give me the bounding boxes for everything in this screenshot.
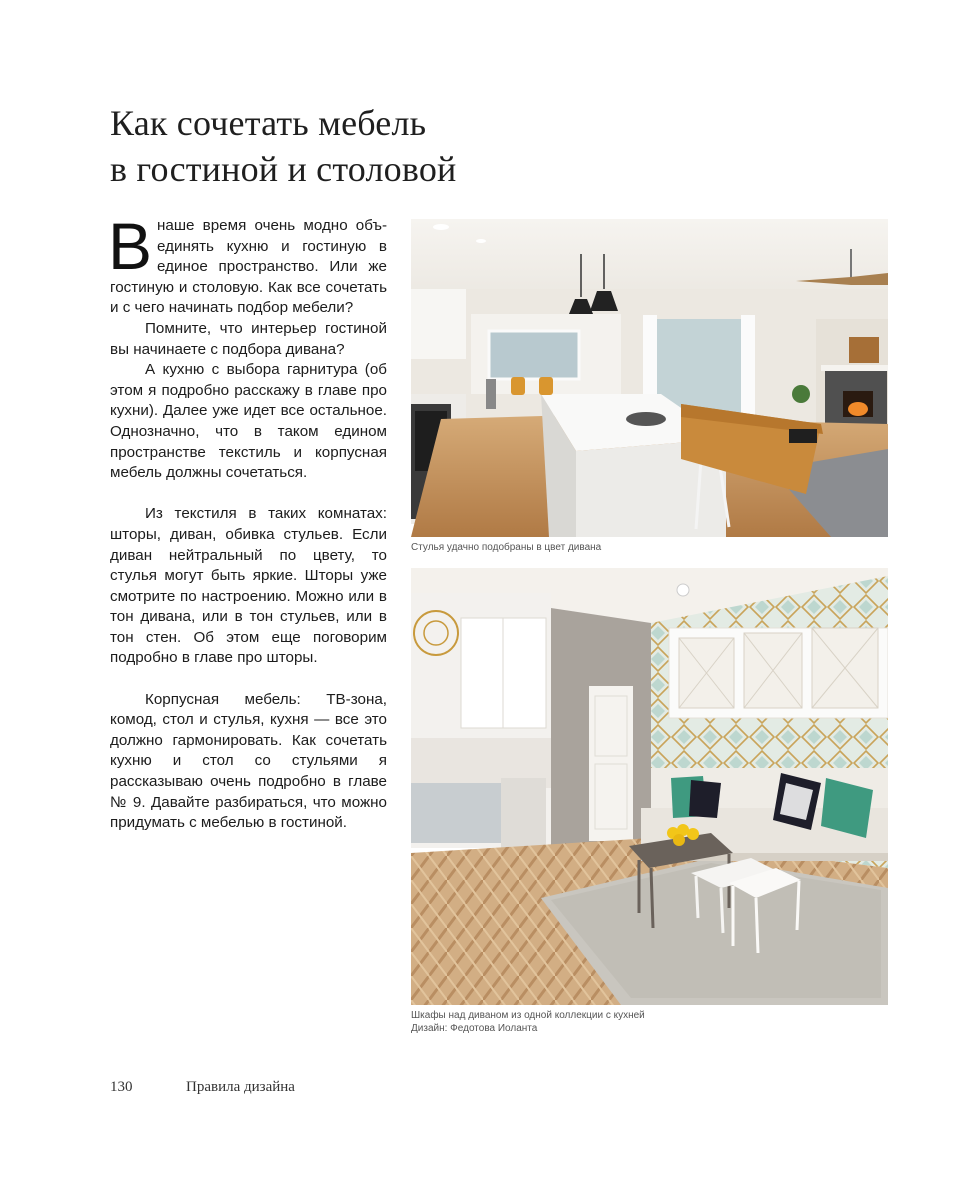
drop-cap: В bbox=[108, 209, 153, 283]
book-title: Правила дизайна bbox=[186, 1079, 295, 1095]
paragraph-2: Помните, что интерьер гостиной вы начинаете с подбора дивана? bbox=[110, 319, 387, 358]
caption-photo-2-line-1: Шкафы над диваном из одной коллекции с кухней bbox=[411, 1010, 645, 1021]
page-title-line-1: Как сочетать мебель bbox=[110, 103, 427, 143]
photo-kitchen-living bbox=[411, 219, 888, 537]
article-body bbox=[108, 209, 387, 834]
paragraph-4: Из текстиля в таких комнатах: шторы, диван, обивка стульев. Если диван нейтральный по цвету, то стулья могут быть яркие. Шторы уже смотрите по настроению. Можно или в тон дивана, или в тон стульев, или в тон стен. Об этом еще поговорим подробно в главе про шторы. bbox=[110, 505, 387, 667]
paragraph-1 bbox=[108, 209, 387, 319]
caption-photo-1 bbox=[411, 541, 601, 554]
photo-living-room bbox=[411, 568, 888, 1005]
kitchen-living-illustration bbox=[411, 219, 888, 537]
paragraph-5: Корпусная мебель: ТВ-зона, комод, стол и стулья, кухня — все это должно гармонировать. Как сочетать кухню и стол со стульями я рассказываю очень подробно в главе № 9. Давайте разбираться, что можно придумать с мебелью в гостиной. bbox=[110, 690, 387, 832]
caption-photo-2-line-2: Дизайн: Федотова Иоланта bbox=[411, 1023, 538, 1034]
living-room-illustration bbox=[411, 568, 888, 1005]
page-title bbox=[110, 100, 850, 192]
paragraph-3: А кухню с выбора гарнитура (об этом я подробно расскажу в главе про кухни). Далее уже идет все остальное. Однозначно, что в таком едином пространстве текстиль и корпусная мебель должны сочетаться. bbox=[110, 361, 387, 482]
caption-photo-1-text: Стулья удачно подобраны в цвет дивана bbox=[411, 542, 602, 553]
page-title-line-2: в гостиной и столовой bbox=[110, 149, 457, 189]
paragraph-1-text: наше время очень модно объединять кухню и гостиную в единое пространство. Или же гостиную и столовую. Как все сочетать и с чего начинать подбор мебели? bbox=[110, 217, 387, 317]
page-number: 130 bbox=[110, 1079, 133, 1095]
caption-photo-2 bbox=[411, 1009, 645, 1035]
page-footer bbox=[110, 1079, 295, 1096]
